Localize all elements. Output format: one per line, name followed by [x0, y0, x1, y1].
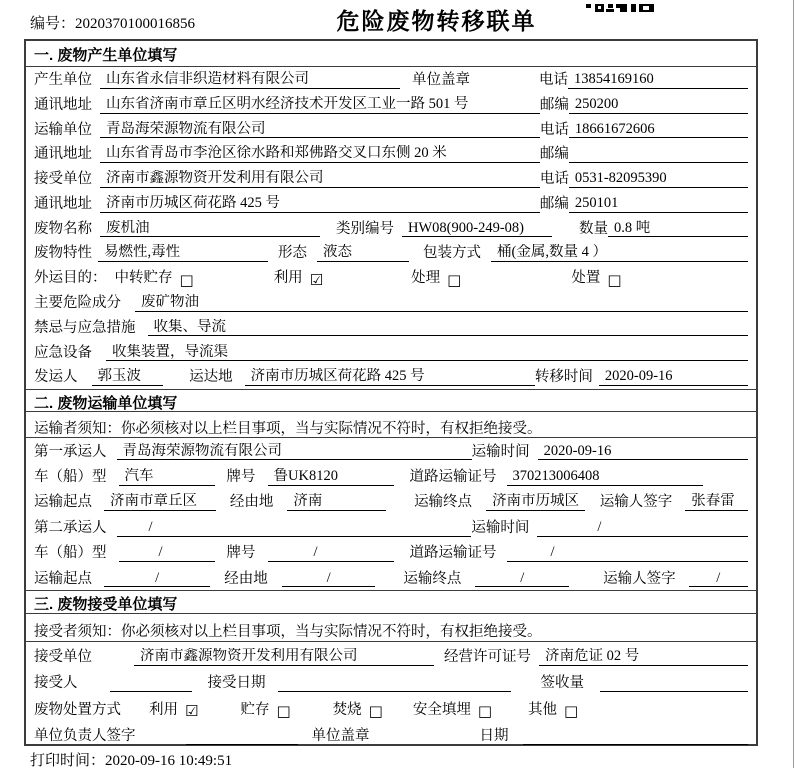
carrier2-via-field: / — [282, 570, 376, 588]
producer-zip-field: 250200 — [569, 96, 748, 114]
accept-date-field — [278, 691, 511, 692]
dispatcher-field: 郭玉波 — [92, 368, 164, 386]
checkbox-disposal-storage: □ — [276, 702, 291, 721]
receiver-zip-label: 邮编 — [539, 195, 569, 212]
waste-form-label: 形态 — [278, 245, 307, 262]
carrier2-plate-field: / — [268, 544, 394, 562]
checkbox-disposal-reuse: ☑ — [185, 702, 199, 721]
row-waste-name — [26, 216, 756, 241]
carrier1-origin-label: 运输起点 — [34, 494, 92, 511]
transporter-address-field: 山东省青岛市李沧区徐水路和郑佛路交叉口东侧 20 米 — [100, 145, 540, 163]
dispatcher-label: 发运人 — [34, 369, 78, 386]
operating-license-label: 经营许可证号 — [444, 649, 531, 666]
carrier1-via-field: 济南 — [287, 493, 386, 511]
section1-title: 一. 废物产生单位填写 — [26, 41, 756, 67]
disposal-option-incineration-label: 焚烧 — [332, 701, 362, 718]
purpose-label: 外运目的： — [34, 270, 107, 287]
receiver-name-field: 济南市鑫源物资开发利用有限公司 — [100, 170, 540, 188]
emergency-equipment-field: 收集装置，导流渠 — [106, 344, 748, 362]
producer-phone-label: 电话 — [539, 72, 568, 89]
accept-unit-field: 济南市鑫源物资开发利用有限公司 — [134, 648, 434, 666]
waste-character-label: 废物特性 — [34, 245, 92, 262]
row-carrier1-vehicle — [26, 463, 756, 488]
carrier1-label: 第一承运人 — [34, 443, 107, 460]
accept-date-label: 接受日期 — [207, 675, 266, 692]
receiver-address-label: 通讯地址 — [34, 195, 92, 212]
checkbox-disposal-other: □ — [564, 702, 579, 721]
emergency-equipment-label: 应急设备 — [34, 344, 92, 361]
acceptor-label: 接受人 — [34, 675, 78, 692]
waste-character-field: 易燃性,毒性 — [98, 244, 268, 262]
received-qty-field — [600, 691, 748, 692]
responsible-sign-field — [186, 744, 298, 745]
section2-body — [26, 438, 756, 590]
carrier2-time-label: 运输时间 — [471, 519, 530, 536]
row-carrier2-route — [26, 565, 756, 590]
row-receiver-address — [26, 191, 756, 216]
accept-unit-label: 接受单位 — [34, 649, 92, 666]
checkbox-reuse: ☑ — [309, 270, 324, 289]
row-waste-character — [26, 240, 756, 265]
carrier1-license-label: 道路运输证号 — [409, 469, 497, 486]
receiver-zip-field: 250101 — [569, 195, 748, 213]
carrier2-via-label: 经由地 — [224, 570, 268, 587]
purpose-option-storage-label: 中转贮存 — [114, 270, 173, 287]
manifest-form — [24, 39, 758, 746]
page-edge-line — [793, 0, 794, 768]
transfer-time-label: 转移时间 — [534, 369, 593, 386]
carrier2-end-field: / — [475, 570, 569, 588]
carrier2-origin-label: 运输起点 — [34, 570, 92, 587]
row-acceptor — [26, 669, 756, 695]
page-title: 危险废物转移联单 — [336, 8, 537, 34]
producer-name-field: 山东省永信非织造材料有限公司 — [100, 71, 400, 89]
waste-category-field: HW08(900-249-08) — [402, 220, 552, 238]
row-transporter — [26, 117, 756, 142]
disposal-option-storage-label: 贮存 — [240, 701, 270, 718]
waste-qty-field: 0.8 吨 — [608, 220, 748, 238]
emergency-measures-label: 禁忌与应急措施 — [34, 319, 136, 336]
checkbox-treatment: □ — [447, 270, 462, 289]
carrier2-sign-field: / — [689, 570, 748, 588]
transfer-time-field: 2020-09-16 — [599, 368, 748, 386]
row-emergency-measures — [26, 315, 756, 340]
row-carrier2-name — [26, 514, 756, 539]
carrier2-license-label: 道路运输证号 — [409, 545, 497, 562]
row-emergency-equipment — [26, 339, 756, 364]
row-carrier1-name — [26, 438, 756, 463]
disposal-option-reuse-label: 利用 — [149, 701, 178, 718]
print-time-label: 打印时间： — [30, 753, 106, 768]
carrier2-plate-label: 牌号 — [226, 545, 256, 562]
row-transfer-purpose — [26, 265, 756, 290]
carrier1-plate-label: 牌号 — [226, 469, 256, 486]
carrier1-vehicle-label: 车（船）型 — [34, 469, 107, 486]
carrier2-origin-field: / — [104, 570, 210, 588]
transporter-phone-field: 18661672606 — [569, 121, 748, 139]
checkbox-disposal: □ — [607, 270, 622, 289]
carrier1-sign-field: 张春雷 — [685, 493, 748, 511]
carrier2-name-field: / — [117, 519, 472, 537]
carrier2-time-field: / — [537, 519, 748, 537]
receiver-phone-field: 0531-82095390 — [569, 170, 748, 188]
carrier1-origin-field: 济南市章丘区 — [104, 493, 216, 511]
print-time-value: 2020-09-16 10:49:51 — [105, 753, 233, 768]
qr-code-fragment-icon — [586, 0, 654, 9]
waste-name-label: 废物名称 — [34, 220, 92, 237]
carrier2-vehicle-field: / — [119, 544, 215, 562]
purpose-option-treatment-label: 处理 — [411, 270, 441, 287]
section1-body — [26, 67, 756, 389]
row-carrier2-vehicle — [26, 540, 756, 565]
carrier1-vehicle-field: 汽车 — [119, 468, 215, 486]
emergency-measures-field: 收集、导流 — [148, 319, 749, 337]
producer-address-field: 山东省济南市章丘区明水经济技术开发区工业一路 501 号 — [100, 96, 540, 114]
carrier1-name-field: 青岛海荣源物流有限公司 — [117, 443, 472, 461]
waste-category-label: 类别编号 — [336, 220, 394, 237]
receiver-address-field: 济南市历城区荷花路 425 号 — [100, 195, 540, 213]
carrier1-via-label: 经由地 — [229, 494, 274, 511]
transporter-phone-label: 电话 — [539, 121, 569, 138]
row-producer — [26, 67, 756, 92]
disposal-method-label: 废物处置方式 — [34, 701, 121, 718]
packing-field: 桶(金属,数量 4 ） — [491, 244, 748, 262]
carrier2-vehicle-label: 车（船）型 — [34, 545, 107, 562]
waste-form-field: 液态 — [317, 244, 409, 262]
transporter-address-label: 通讯地址 — [34, 146, 92, 163]
receiver-phone-label: 电话 — [539, 171, 569, 188]
purpose-option-disposal-label: 处置 — [571, 270, 601, 287]
print-time-line — [30, 749, 232, 768]
row-receiver — [26, 166, 756, 191]
row-producer-address — [26, 92, 756, 117]
transporter-zip-label: 邮编 — [539, 146, 569, 163]
hazard-field: 废矿物油 — [135, 294, 748, 312]
carrier2-sign-label: 运输人签字 — [603, 570, 676, 587]
checkbox-disposal-landfill: □ — [477, 702, 493, 721]
receiver-label: 接受单位 — [34, 171, 92, 188]
row-dispatch — [26, 364, 756, 389]
receiver-notice: 接受者须知：你必须核对以上栏目事项，当与实际情况不符时，有权拒绝接受。 — [26, 614, 756, 642]
producer-label: 产生单位 — [34, 72, 92, 89]
seal-date-label: 日期 — [479, 728, 509, 745]
row-responsible-signature — [26, 721, 756, 747]
disposal-option-other-label: 其他 — [528, 701, 558, 718]
destination-label: 运达地 — [189, 369, 233, 386]
row-carrier1-route — [26, 489, 756, 514]
seal-date-field — [523, 744, 749, 745]
unit-seal-label: 单位盖章 — [311, 728, 370, 745]
serial-label: 编号： — [30, 16, 76, 32]
carrier1-sign-label: 运输人签字 — [599, 494, 673, 511]
purpose-option-reuse-label: 利用 — [273, 270, 303, 287]
carrier2-end-label: 运输终点 — [403, 570, 462, 587]
checkbox-disposal-incineration: □ — [368, 702, 383, 721]
carrier1-license-field: 370213006408 — [507, 468, 703, 486]
transporter-zip-field — [569, 162, 748, 163]
operating-license-field: 济南危证 02 号 — [539, 648, 748, 666]
disposal-option-landfill-label: 安全填埋 — [412, 701, 471, 718]
transporter-notice: 运输者须知：你必须核对以上栏目事项，当与实际情况不符时，有权拒绝接受。 — [26, 412, 756, 438]
transporter-label: 运输单位 — [34, 121, 92, 138]
row-hazard-component — [26, 290, 756, 315]
carrier2-label: 第二承运人 — [34, 519, 107, 536]
producer-address-label: 通讯地址 — [34, 96, 92, 113]
row-accept-unit — [26, 642, 756, 668]
responsible-sign-label: 单位负责人签字 — [34, 728, 136, 745]
waste-name-field: 废机油 — [100, 220, 320, 238]
checkbox-transfer-storage: □ — [179, 270, 194, 289]
transporter-name-field: 青岛海荣源物流有限公司 — [100, 121, 540, 139]
destination-field: 济南市历城区荷花路 425 号 — [245, 368, 535, 386]
hazard-label: 主要危险成分 — [34, 294, 121, 311]
carrier1-time-field: 2020-09-16 — [538, 443, 748, 461]
packing-label: 包装方式 — [423, 245, 481, 262]
row-disposal-method — [26, 695, 756, 721]
section2-title: 二. 废物运输单位填写 — [26, 389, 756, 412]
received-qty-label: 签收量 — [540, 675, 584, 692]
row-transporter-address — [26, 141, 756, 166]
serial-value: 2020370100016856 — [75, 16, 196, 32]
section3-title: 三. 废物接受单位填写 — [26, 590, 756, 614]
section3-body — [26, 642, 756, 748]
producer-phone-field: 13854169160 — [568, 71, 748, 89]
producer-zip-label: 邮编 — [539, 96, 569, 113]
producer-seal-label: 单位盖章 — [412, 72, 470, 89]
carrier1-time-label: 运输时间 — [471, 443, 530, 460]
carrier1-end-field: 济南市历城区 — [486, 493, 585, 511]
carrier1-end-label: 运输终点 — [414, 494, 473, 511]
carrier2-license-field: / — [507, 544, 749, 562]
acceptor-field — [110, 691, 192, 692]
waste-qty-label: 数量 — [579, 220, 608, 237]
carrier1-plate-field: 鲁UK8120 — [268, 468, 394, 486]
